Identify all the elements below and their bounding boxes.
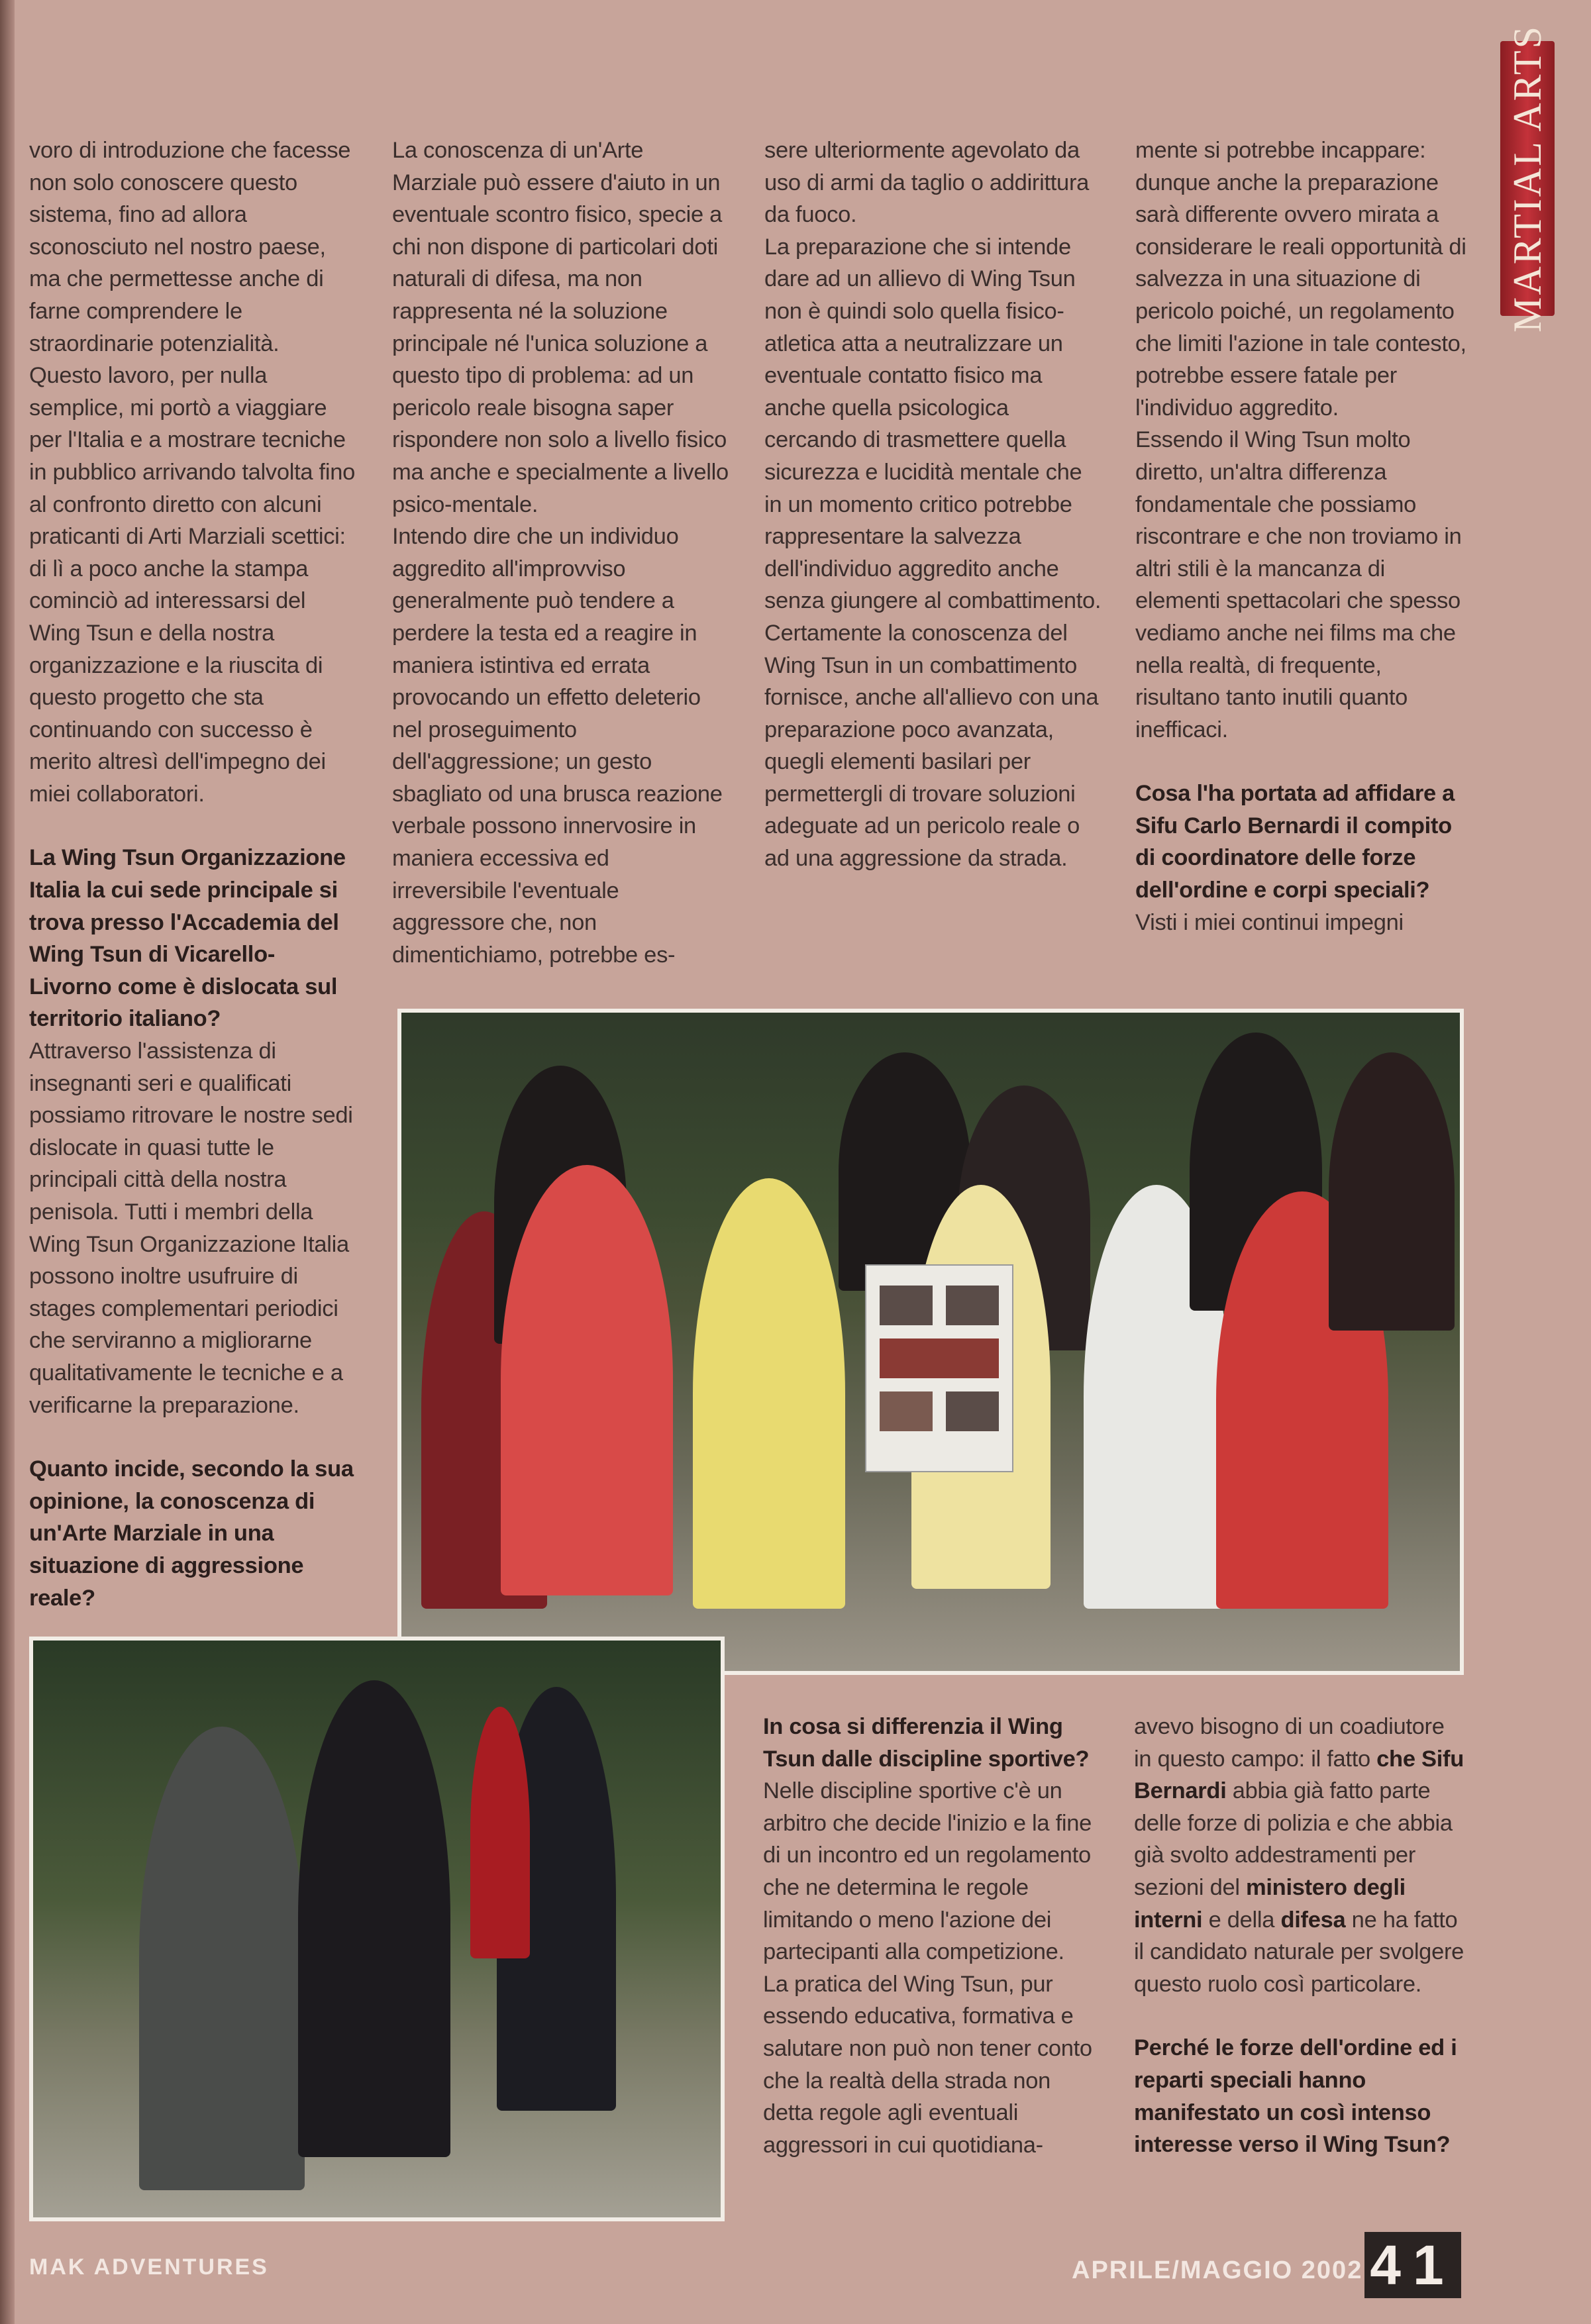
text-column-5 xyxy=(763,1711,1101,2161)
bold-text: difesa xyxy=(1280,1907,1346,1933)
bold-text: ministero degli interni xyxy=(1134,1874,1406,1933)
page-fold-shadow xyxy=(0,0,15,2324)
paragraph: voro di introduzione che facesse non solo conoscere questo sistema, fino ad allora sconosciuto nel nostro paese, ma che permettesse anche di farne comprendere le straordinarie potenzialità. xyxy=(29,138,351,356)
text-column-1 xyxy=(29,134,356,1614)
paragraph: La conoscenza di un'Arte Marziale può essere d'aiuto in un eventuale scontro fisico, specie a chi non dispone di particolari doti naturali di difesa, ma non rappresenta né la soluzione principale né l'unica soluzione a questo tipo di problema: ad un pericolo reale bisogna saper rispondere non solo a livello fisico ma anche e specialmente a livello psico-mentale. xyxy=(392,138,729,517)
section-tab-label: MARTIAL ARTS xyxy=(1505,25,1549,332)
paragraph: Questo lavoro, per nulla semplice, mi portò a viaggiare per l'Italia e a mostrare tecniche in pubblico arrivando talvolta fino al confronto diretto con alcuni praticanti di Arti Marziali scettici: di lì a poco anche la stampa cominciò ad interessarsi del Wing Tsun e della nostra organizzazione e la riuscita di questo progetto che sta continuando con successo è merito altresì dell'impegno dei miei collaboratori. xyxy=(29,363,355,807)
paragraph: La pratica del Wing Tsun, pur essendo educativa, formativa e salutare non può non tener conto che la realtà della strada non detta regole agli eventuali aggressori in cui quotidiana- xyxy=(763,1971,1092,2158)
text-column-2 xyxy=(392,134,729,971)
magazine-name: MAK ADVENTURES xyxy=(29,2254,269,2280)
paragraph: Essendo il Wing Tsun molto diretto, un'altra differenza fondamentale che possiamo riscontrare e che non troviamo in altri stili è la mancanza di elementi spettacolari che spesso vediamo anche nei films ma che nella realtà, di frequente, risultano tanto inutili quanto inefficaci. xyxy=(1135,427,1462,742)
text-column-3 xyxy=(764,134,1102,875)
interview-question: La Wing Tsun Organizzazione Italia la cui sede principale si trova presso l'Accademia del Wing Tsun di Vicarello-Livorno come è dislocata sul territorio italiano? xyxy=(29,845,346,1032)
section-tab xyxy=(1500,25,1555,332)
interview-question: Cosa l'ha portata ad affidare a Sifu Carlo Bernardi il compito di coordinatore delle forze dell'ordine e corpi speciali? xyxy=(1135,781,1455,903)
page-number: 41 xyxy=(1364,2232,1461,2298)
paragraph: mente si potrebbe incappare: dunque anche la preparazione sarà differente ovvero mirata a considerare le reali opportunità di salvezza in una situazione di pericolo poiché, un regolamento che limiti l'azione in tale contesto, potrebbe essere fatale per l'individuo aggredito. xyxy=(1135,138,1466,421)
text-column-4 xyxy=(1135,134,1466,938)
poster xyxy=(865,1264,1013,1472)
interview-question: Quanto incide, secondo la sua opinione, la conoscenza di un'Arte Marziale in una situazione di aggressione reale? xyxy=(29,1456,354,1611)
bold-text: che Sifu Bernardi xyxy=(1134,1746,1464,1804)
group-photo xyxy=(397,1009,1464,1675)
paragraph: Certamente la conoscenza del Wing Tsun in un combattimento fornisce, anche all'allievo con una preparazione poco avanzata, quegli elementi basilari per permettergli di trovare soluzioni adeguate ad un pericolo reale o ad una aggressione da strada. xyxy=(764,620,1099,872)
paragraph: avevo bisogno di un coadiutore in questo campo: il fatto che Sifu Bernardi abbia già fatto parte delle forze di polizia e che abbia già svolto addestramenti per sezioni del ministero degli interni e della difesa ne ha fatto il candidato naturale per svolgere questo ruolo così particolare. xyxy=(1134,1714,1464,1997)
issue-date: APRILE/MAGGIO 2002 xyxy=(1072,2256,1363,2284)
paragraph: Nelle discipline sportive c'è un arbitro che decide l'inizio e la fine di un incontro ed un regolamento che ne determina le regole limitando o meno l'azione dei partecipanti alla competizione. xyxy=(763,1778,1092,1965)
paragraph: La preparazione che si intende dare ad un allievo di Wing Tsun non è quindi solo quella fisico-atletica atta a neutralizzare un eventuale contatto fisico ma anche quella psicologica cercando di trasmettere quella sicurezza e lucidità mentale che in un momento critico potrebbe rappresentare la salvezza dell'individuo aggredito anche senza giungere al combattimento. xyxy=(764,234,1102,614)
text-column-6 xyxy=(1134,1711,1465,2161)
paragraph: Attraverso l'assistenza di insegnanti seri e qualificati possiamo ritrovare le nostre sedi dislocate in quasi tutte le principali città della nostra penisola. Tutti i membri della Wing Tsun Organizzazione Italia possono inoltre usufruire di stages complementari periodici che serviranno a migliorarne qualitativamente le tecniche e a verificarne la preparazione. xyxy=(29,1038,353,1418)
interview-question: Perché le forze dell'ordine ed i reparti speciali hanno manifestato un così intenso interesse verso il Wing Tsun? xyxy=(1134,2035,1457,2158)
self-defense-demo-photo xyxy=(29,1637,725,2221)
paragraph: sere ulteriormente agevolato da uso di armi da taglio o addirittura da fuoco. xyxy=(764,138,1090,228)
interview-question: In cosa si differenzia il Wing Tsun dalle discipline sportive? xyxy=(763,1714,1090,1772)
paragraph: Visti i miei continui impegni xyxy=(1135,909,1404,935)
paragraph: Intendo dire che un individuo aggredito all'improvviso generalmente può tendere a perdere la testa ed a reagire in maniera istintiva ed errata provocando un effetto deleterio nel proseguimento dell'aggressione; un gesto sbagliato od una brusca reazione verbale possono innervosire in maniera eccessiva ed irreversibile l'eventuale aggressore che, non dimentichiamo, potrebbe es- xyxy=(392,524,723,968)
